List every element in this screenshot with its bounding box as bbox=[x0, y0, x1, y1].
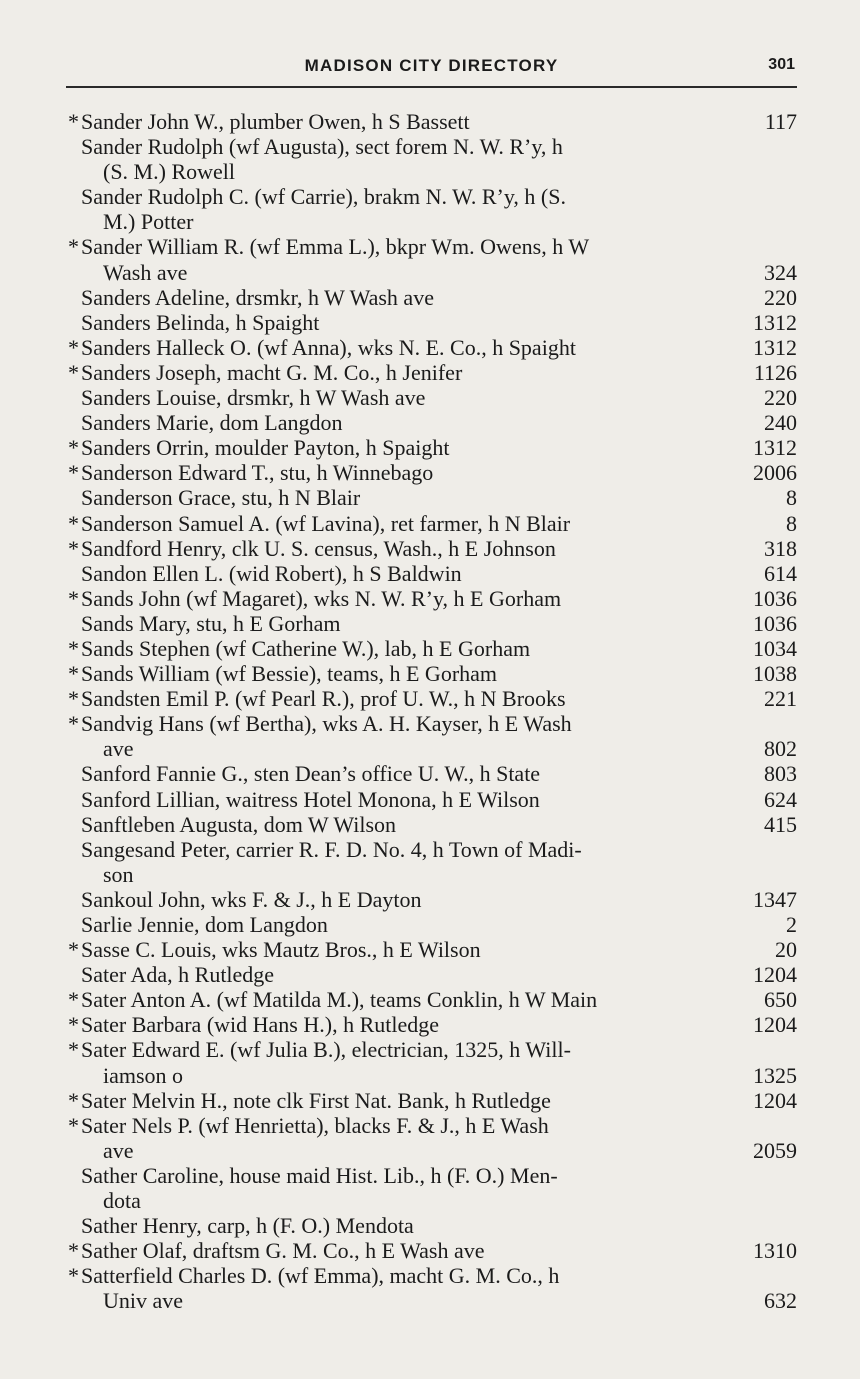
entry-text: Sanders Marie, dom Langdon bbox=[81, 410, 343, 436]
house-number: 1126 bbox=[753, 359, 797, 385]
householder-asterisk: * bbox=[68, 711, 79, 737]
entry-text: Sandford Henry, clk U. S. census, Wash., h E Johnson bbox=[81, 535, 556, 561]
householder-asterisk: * bbox=[68, 510, 79, 536]
house-number: 240 bbox=[764, 410, 797, 436]
entry-text: Sands John (wf Magaret), wks N. W. R’y, h E Gorham bbox=[81, 585, 562, 611]
house-number: 1312 bbox=[753, 309, 797, 335]
householder-asterisk: * bbox=[68, 585, 79, 611]
house-number: 802 bbox=[764, 736, 797, 762]
entry-text: Sater Nels P. (wf Henrietta), blacks F. & J., h E Wash bbox=[81, 1112, 549, 1138]
entry-text: Satterfield Charles D. (wf Emma), macht G. M. Co., h bbox=[81, 1263, 560, 1289]
house-number: 1036 bbox=[753, 610, 797, 636]
directory-entry bbox=[68, 109, 797, 134]
house-number: 220 bbox=[764, 385, 797, 411]
directory-entry bbox=[68, 711, 797, 762]
entry-text: Sasse C. Louis, wks Mautz Bros., h E Wilson bbox=[81, 937, 481, 963]
directory-entry bbox=[81, 385, 797, 410]
directory-entry bbox=[81, 310, 797, 335]
house-number: 1038 bbox=[753, 661, 797, 687]
house-number: 1204 bbox=[753, 962, 797, 988]
entry-text: Sanderson Grace, stu, h N Blair bbox=[81, 485, 361, 511]
house-number: 1325 bbox=[753, 1062, 797, 1088]
entry-text: Sather Caroline, house maid Hist. Lib., h (F. O.) Men- bbox=[81, 1162, 558, 1188]
entry-text: Sangesand Peter, carrier R. F. D. No. 4, h Town of Madi- bbox=[81, 836, 582, 862]
directory-entry bbox=[68, 334, 797, 360]
directory-entry bbox=[68, 937, 797, 963]
header-divider bbox=[66, 86, 797, 88]
householder-asterisk: * bbox=[68, 987, 79, 1013]
directory-entry bbox=[81, 962, 797, 987]
directory-entry bbox=[68, 987, 797, 1013]
entry-text: Sather Henry, carp, h (F. O.) Mendota bbox=[81, 1213, 414, 1239]
directory-entry bbox=[68, 435, 797, 461]
directory-title: MADISON CITY DIRECTORY bbox=[304, 56, 559, 75]
directory-entry bbox=[68, 686, 797, 712]
entry-text: Sanderson Samuel A. (wf Lavina), ret farmer, h N Blair bbox=[81, 510, 571, 536]
house-number: 1312 bbox=[753, 334, 797, 360]
house-number: 220 bbox=[764, 284, 797, 310]
entry-text-continued: ave bbox=[103, 1137, 134, 1163]
directory-entry bbox=[68, 510, 797, 536]
entry-text-continued: Univ ave bbox=[103, 1288, 184, 1314]
house-number: 1034 bbox=[753, 635, 797, 661]
page-number: 301 bbox=[768, 56, 795, 73]
entry-text-continued: dota bbox=[103, 1188, 141, 1214]
householder-asterisk: * bbox=[68, 334, 79, 360]
entry-text: Sanders Orrin, moulder Payton, h Spaight bbox=[81, 435, 450, 461]
entry-text: Sanders Adeline, drsmkr, h W Wash ave bbox=[81, 284, 434, 310]
house-number: 1312 bbox=[753, 435, 797, 461]
householder-asterisk: * bbox=[68, 1112, 79, 1138]
directory-entry bbox=[81, 611, 797, 636]
directory-entry bbox=[81, 812, 797, 837]
directory-entry bbox=[81, 887, 797, 912]
house-number: 632 bbox=[764, 1288, 797, 1314]
directory-entry bbox=[68, 635, 797, 661]
directory-entry bbox=[68, 1238, 797, 1264]
directory-entry bbox=[68, 661, 797, 687]
householder-asterisk: * bbox=[68, 460, 79, 486]
house-number: 1204 bbox=[753, 1012, 797, 1038]
entry-text: Sater Edward E. (wf Julia B.), electrician, 1325, h Will- bbox=[81, 1037, 571, 1063]
entry-text: Sanders Belinda, h Spaight bbox=[81, 309, 320, 335]
directory-entry bbox=[81, 561, 797, 586]
directory-entry bbox=[68, 1037, 797, 1088]
directory-entry bbox=[81, 837, 797, 887]
entry-text: Sander Rudolph (wf Augusta), sect forem N. W. R’y, h bbox=[81, 134, 563, 160]
householder-asterisk: * bbox=[68, 1087, 79, 1113]
directory-entry bbox=[81, 485, 797, 510]
entry-text: Sater Ada, h Rutledge bbox=[81, 962, 275, 988]
directory-entry bbox=[81, 184, 797, 234]
entry-text: Sanderson Edward T., stu, h Winnebago bbox=[81, 460, 434, 486]
directory-entry bbox=[68, 460, 797, 486]
house-number: 117 bbox=[764, 109, 797, 134]
house-number: 221 bbox=[764, 686, 797, 712]
householder-asterisk: * bbox=[68, 1238, 79, 1264]
householder-asterisk: * bbox=[68, 1263, 79, 1289]
entry-text: Sater Anton A. (wf Matilda M.), teams Conklin, h W Main bbox=[81, 987, 598, 1013]
householder-asterisk: * bbox=[68, 535, 79, 561]
entry-text: Sander William R. (wf Emma L.), bkpr Wm. Owens, h W bbox=[81, 234, 590, 260]
directory-entry bbox=[68, 1012, 797, 1038]
house-number: 20 bbox=[775, 937, 797, 963]
house-number: 803 bbox=[764, 761, 797, 787]
house-number: 318 bbox=[764, 535, 797, 561]
house-number: 1204 bbox=[753, 1087, 797, 1113]
directory-entry bbox=[81, 134, 797, 184]
directory-entry bbox=[81, 410, 797, 435]
entry-text: Sarlie Jennie, dom Langdon bbox=[81, 912, 328, 937]
entry-text: Sander John W., plumber Owen, h S Bassett bbox=[81, 109, 470, 134]
householder-asterisk: * bbox=[68, 635, 79, 661]
entry-text: Sands Stephen (wf Catherine W.), lab, h E Gorham bbox=[81, 635, 531, 661]
householder-asterisk: * bbox=[68, 109, 79, 134]
house-number: 415 bbox=[764, 811, 797, 837]
householder-asterisk: * bbox=[68, 359, 79, 385]
page-header bbox=[66, 56, 797, 82]
entry-text: Sanford Fannie G., sten Dean’s office U. W., h State bbox=[81, 761, 541, 787]
entry-text-continued: ave bbox=[103, 736, 134, 762]
householder-asterisk: * bbox=[68, 234, 79, 260]
householder-asterisk: * bbox=[68, 937, 79, 963]
entry-text-continued: Wash ave bbox=[103, 259, 188, 285]
entry-text: Sanders Halleck O. (wf Anna), wks N. E. Co., h Spaight bbox=[81, 334, 576, 360]
entry-text: Sater Barbara (wid Hans H.), h Rutledge bbox=[81, 1012, 440, 1038]
directory-entry bbox=[68, 535, 797, 561]
directory-entry bbox=[81, 285, 797, 310]
householder-asterisk: * bbox=[68, 661, 79, 687]
entry-text: Sands William (wf Bessie), teams, h E Gorham bbox=[81, 661, 498, 687]
house-number: 614 bbox=[764, 560, 797, 586]
entry-text-continued: M.) Potter bbox=[103, 209, 194, 235]
entry-text: Sanftleben Augusta, dom W Wilson bbox=[81, 811, 397, 837]
house-number: 324 bbox=[764, 259, 797, 285]
house-number: 1036 bbox=[753, 585, 797, 611]
householder-asterisk: * bbox=[68, 1012, 79, 1038]
entry-text-continued: (S. M.) Rowell bbox=[103, 159, 235, 185]
directory-entry bbox=[81, 912, 797, 937]
house-number: 8 bbox=[786, 485, 797, 511]
directory-entry bbox=[68, 1112, 797, 1163]
entry-text: Sankoul John, wks F. & J., h E Dayton bbox=[81, 886, 422, 912]
entry-text: Sander Rudolph C. (wf Carrie), brakm N. W. R’y, h (S. bbox=[81, 184, 566, 210]
house-number: 2059 bbox=[753, 1137, 797, 1163]
householder-asterisk: * bbox=[68, 686, 79, 712]
directory-entry bbox=[68, 359, 797, 385]
entry-text: Sandon Ellen L. (wid Robert), h S Baldwin bbox=[81, 560, 462, 586]
house-number: 624 bbox=[764, 786, 797, 812]
house-number: 1310 bbox=[753, 1238, 797, 1264]
directory-entry bbox=[68, 1263, 797, 1314]
entry-text: Sanders Joseph, macht G. M. Co., h Jenifer bbox=[81, 359, 463, 385]
entry-text: Sater Melvin H., note clk First Nat. Bank, h Rutledge bbox=[81, 1087, 551, 1113]
house-number: 1347 bbox=[753, 886, 797, 912]
householder-asterisk: * bbox=[68, 1037, 79, 1063]
entry-text: Sands Mary, stu, h E Gorham bbox=[81, 610, 341, 636]
house-number: 2 bbox=[786, 912, 797, 937]
directory-entry bbox=[68, 1087, 797, 1113]
house-number: 2006 bbox=[753, 460, 797, 486]
house-number: 8 bbox=[786, 510, 797, 536]
entry-text: Sandsten Emil P. (wf Pearl R.), prof U. W., h N Brooks bbox=[81, 686, 566, 712]
directory-entry bbox=[81, 1213, 797, 1238]
entry-text: Sanders Louise, drsmkr, h W Wash ave bbox=[81, 385, 426, 411]
householder-asterisk: * bbox=[68, 435, 79, 461]
entry-text: Sather Olaf, draftsm G. M. Co., h E Wash ave bbox=[81, 1238, 485, 1264]
entry-text: Sandvig Hans (wf Bertha), wks A. H. Kayser, h E Wash bbox=[81, 711, 572, 737]
directory-entry bbox=[68, 585, 797, 611]
directory-listing bbox=[0, 109, 860, 1314]
entry-text: Sanford Lillian, waitress Hotel Monona, h E Wilson bbox=[81, 786, 540, 812]
entry-text-continued: iamson o bbox=[103, 1062, 184, 1088]
directory-entry bbox=[68, 234, 797, 285]
entry-text-continued: son bbox=[103, 861, 134, 887]
house-number: 650 bbox=[764, 987, 797, 1013]
directory-entry bbox=[81, 1163, 797, 1213]
directory-entry bbox=[81, 761, 797, 786]
directory-entry bbox=[81, 787, 797, 812]
